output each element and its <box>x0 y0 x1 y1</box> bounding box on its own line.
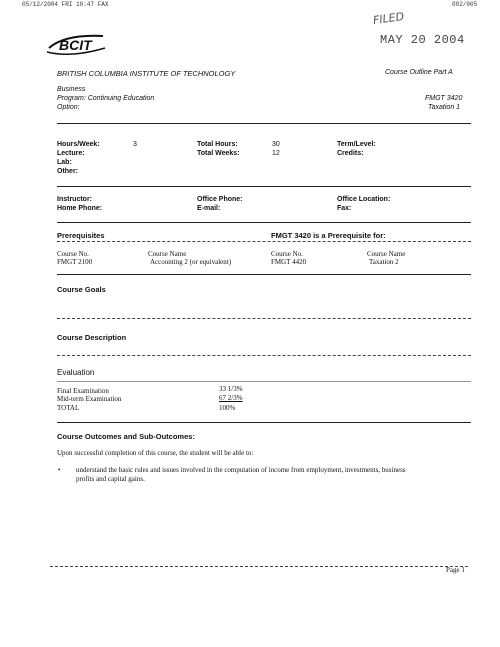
outcome-bullet-line-2: profits and capital gains. <box>76 475 145 483</box>
evaluation-heading: Evaluation <box>57 368 95 377</box>
prereq-course-no: FMGT 2100 <box>57 258 93 266</box>
outcomes-intro: Upon successful completion of this course, the student will be able to: <box>57 449 254 457</box>
divider <box>57 355 471 356</box>
logo-text: BCIT <box>59 37 92 53</box>
divider <box>57 222 471 223</box>
total-value: 100% <box>219 404 236 412</box>
outcome-bullet-line-1: understand the basic rules and issues involved in the computation of income from employment, investments, business <box>76 466 406 474</box>
lecture-label: Lecture: <box>57 150 85 157</box>
prereq-for-col-course-no: Course No. <box>271 250 303 258</box>
prereq-for-course-name: Taxation 2 <box>369 258 399 266</box>
prereq-for-course-no: FMGT 4420 <box>271 258 307 266</box>
prereq-col-course-name: Course Name <box>148 250 187 258</box>
prereq-col-course-no: Course No. <box>57 250 89 258</box>
total-hours-value: 30 <box>272 141 280 148</box>
received-date-stamp: MAY 20 2004 <box>380 33 465 47</box>
office-location-label: Office Location: <box>337 196 391 203</box>
other-label: Other: <box>57 168 78 175</box>
email-label: E-mail: <box>197 205 221 212</box>
course-code: FMGT 3420 <box>425 95 463 102</box>
footer-divider <box>50 566 468 567</box>
prereq-for-col-course-name: Course Name <box>367 250 406 258</box>
fax-header-left: 05/12/2004 FRI 10:47 FAX <box>22 1 109 8</box>
divider <box>57 186 471 187</box>
divider <box>57 318 471 319</box>
divider <box>57 381 471 382</box>
divider <box>57 241 471 242</box>
bullet-icon: • <box>58 466 61 474</box>
total-label: TOTAL <box>57 404 80 412</box>
course-goals-heading: Course Goals <box>57 285 106 294</box>
course-title: Taxation 1 <box>428 104 461 111</box>
bcit-logo <box>45 30 109 60</box>
divider <box>57 274 471 275</box>
business-label: Business <box>57 86 86 93</box>
divider <box>57 422 471 423</box>
fax-header-right: 002/005 <box>452 1 478 8</box>
program-label: Program: Continuing Education <box>57 95 155 102</box>
filed-handwriting: FILED <box>372 9 405 28</box>
page-number: Page 1 <box>446 566 465 574</box>
hours-week-label: Hours/Week: <box>57 141 100 148</box>
home-phone-label: Home Phone: <box>57 205 103 212</box>
option-label: Option: <box>57 104 80 111</box>
institution-name: BRITISH COLUMBIA INSTITUTE OF TECHNOLOGY <box>57 69 236 78</box>
term-level-label: Term/Level: <box>337 141 376 148</box>
lab-label: Lab: <box>57 159 72 166</box>
total-weeks-value: 12 <box>272 150 280 157</box>
divider <box>57 123 471 124</box>
total-weeks-label: Total Weeks: <box>197 150 240 157</box>
office-phone-label: Office Phone: <box>197 196 243 203</box>
midterm-exam-label: Mid-term Examination <box>57 395 122 403</box>
final-exam-label: Final Examination <box>57 387 109 395</box>
total-hours-label: Total Hours: <box>197 141 238 148</box>
fax-label: Fax: <box>337 205 352 212</box>
prerequisites-heading: Prerequisites <box>57 231 105 240</box>
midterm-exam-value: 67 2/3% <box>219 394 243 402</box>
credits-label: Credits: <box>337 150 364 157</box>
prereq-course-name: Accounting 2 (or equivalent) <box>150 258 232 266</box>
outcomes-heading: Course Outcomes and Sub-Outcomes: <box>57 432 195 441</box>
prerequisite-for-heading: FMGT 3420 is a Prerequisite for: <box>271 231 386 240</box>
hours-week-value: 3 <box>133 141 137 148</box>
final-exam-value: 33 1/3% <box>219 385 243 393</box>
document-type: Course Outline Part A <box>385 69 453 76</box>
course-description-heading: Course Description <box>57 333 127 342</box>
instructor-label: Instructor: <box>57 196 92 203</box>
